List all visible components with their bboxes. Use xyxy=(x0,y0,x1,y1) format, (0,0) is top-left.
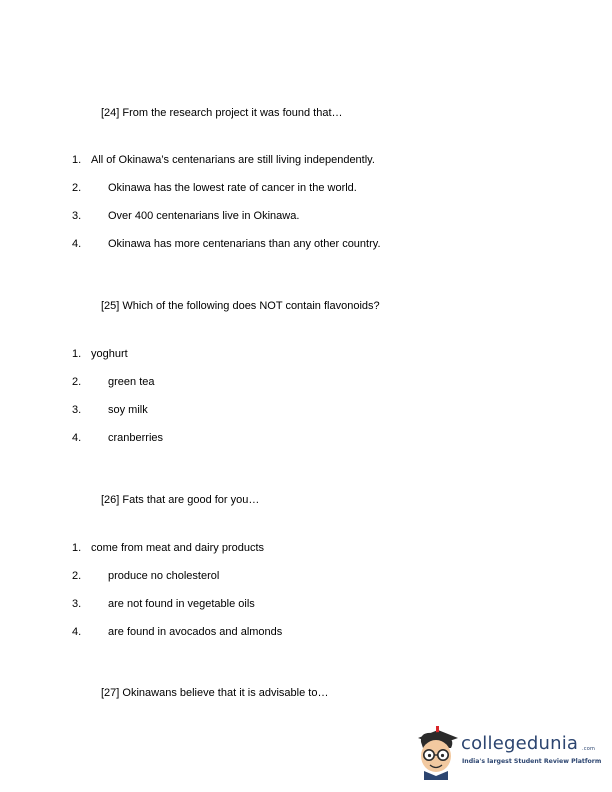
option-text: Okinawa has the lowest rate of cancer in the world. xyxy=(108,182,357,194)
option-number: 3. xyxy=(72,598,82,610)
option-number: 3. xyxy=(72,210,82,222)
option-number: 3. xyxy=(72,404,82,416)
option-number: 1. xyxy=(72,154,82,166)
option-text: soy milk xyxy=(108,404,148,416)
option-text: are not found in vegetable oils xyxy=(108,598,255,610)
logo-brand xyxy=(461,733,596,754)
logo-tagline: India's largest Student Review Platform xyxy=(462,758,602,765)
option-text: All of Okinawa’s centenarians are still living independently. xyxy=(91,154,375,166)
option-text: Over 400 centenarians live in Okinawa. xyxy=(108,210,300,222)
option-number: 2. xyxy=(72,376,82,388)
question-27-prompt: [27] Okinawans believe that it is advisable to… xyxy=(101,687,329,699)
question-24-prompt: [24] From the research project it was found that… xyxy=(101,107,343,119)
option-text: green tea xyxy=(108,376,155,388)
mascot-icon xyxy=(414,724,460,780)
option-number: 2. xyxy=(72,570,82,582)
option-number: 1. xyxy=(72,348,82,360)
option-text: produce no cholesterol xyxy=(108,570,220,582)
collegedunia-logo xyxy=(414,724,602,780)
option-text: cranberries xyxy=(108,432,164,444)
option-number: 4. xyxy=(72,432,82,444)
option-number: 2. xyxy=(72,182,82,194)
option-text: come from meat and dairy products xyxy=(91,542,265,554)
option-number: 1. xyxy=(72,542,82,554)
logo-brand-text: collegedunia xyxy=(461,733,579,754)
option-text: are found in avocados and almonds xyxy=(108,626,283,638)
question-26-prompt: [26] Fats that are good for you… xyxy=(101,494,260,506)
question-25-prompt: [25] Which of the following does NOT contain flavonoids? xyxy=(101,300,380,312)
logo-brand-suffix: .com xyxy=(582,746,596,752)
option-text: Okinawa has more centenarians than any other country. xyxy=(108,238,381,250)
option-number: 4. xyxy=(72,626,82,638)
option-number: 4. xyxy=(72,238,82,250)
option-text: yoghurt xyxy=(91,348,128,360)
